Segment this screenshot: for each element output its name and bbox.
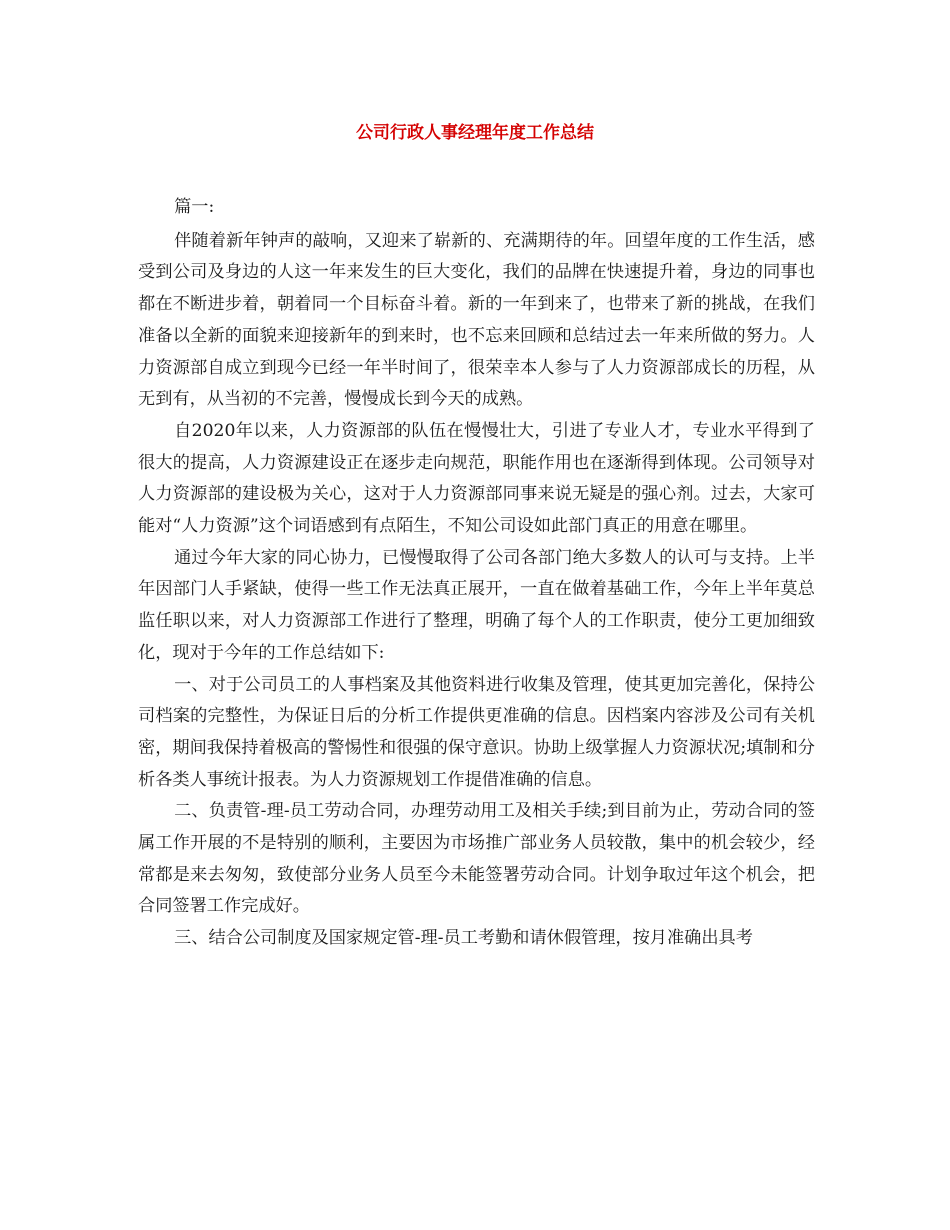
paragraph: 伴随着新年钟声的敲响，又迎来了崭新的、充满期待的年。回望年度的工作生活，感受到公司及身边的人这一年来发生的巨大变化，我们的品牌在快速提升着，身边的同事也都在不断进步着，朝着同一个目标奋斗着。新的一年到来了，也带来了新的挑战，在我们准备以全新的面貌来迎接新年的到来时，也不忘来回顾和总结过去一年来所做的努力。人力资源部自成立到现今已经一年半时间了，很荣幸本人参与了人力资源部成长的历程，从无到有，从当初的不完善，慢慢成长到今天的成熟。 [138, 230, 815, 410]
paragraph: 自2020年以来，人力资源部的队伍在慢慢壮大，引进了专业人才，专业水平得到了很大的提高，人力资源建设正在逐步走向规范，职能作用也在逐渐得到体现。公司领导对人力资源部的建设极为关心，这对于人力资源部同事来说无疑是的强心剂。过去，大家可能对“人力资源”这个词语感到有点陌生，不知公司设如此部门真正的用意在哪里。 [138, 420, 815, 537]
document-body [138, 192, 815, 955]
paragraph: 三、结合公司制度及国家规定管-理-员工考勤和请休假管理，按月准确出具考 [174, 928, 753, 949]
paragraph: 二、负责管-理-员工劳动合同，办理劳动用工及相关手续;到目前为止，劳动合同的签属工作开展的不是特别的顺利，主要因为市场推广部业务人员较散，集中的机会较少，经常都是来去匆匆，致使部分业务人员至今未能签署劳动合同。计划争取过年这个机会，把合同签署工作完成好。 [138, 801, 815, 917]
section-label: 篇一: [174, 197, 215, 217]
paragraph: 一、对于公司员工的人事档案及其他资料进行收集及管理，使其更加完善化，保持公司档案的完整性，为保证日后的分析工作提供更准确的信息。因档案内容涉及公司有关机密，期间我保持着极高的警惕性和很强的保守意识。协助上级掌握人力资源状况;填制和分析各类人事统计报表。为人力资源规划工作提借准确的信息。 [138, 674, 815, 790]
document-title: 公司行政人事经理年度工作总结 [356, 123, 594, 143]
paragraph: 通过今年大家的同心协力，已慢慢取得了公司各部门绝大多数人的认可与支持。上半年因部门人手紧缺，使得一些工作无法真正展开，一直在做着基础工作，今年上半年莫总监任职以来，对人力资源部工作进行了整理，明确了每个人的工作职责，使分工更加细致化，现对于今年的工作总结如下: [138, 547, 815, 663]
